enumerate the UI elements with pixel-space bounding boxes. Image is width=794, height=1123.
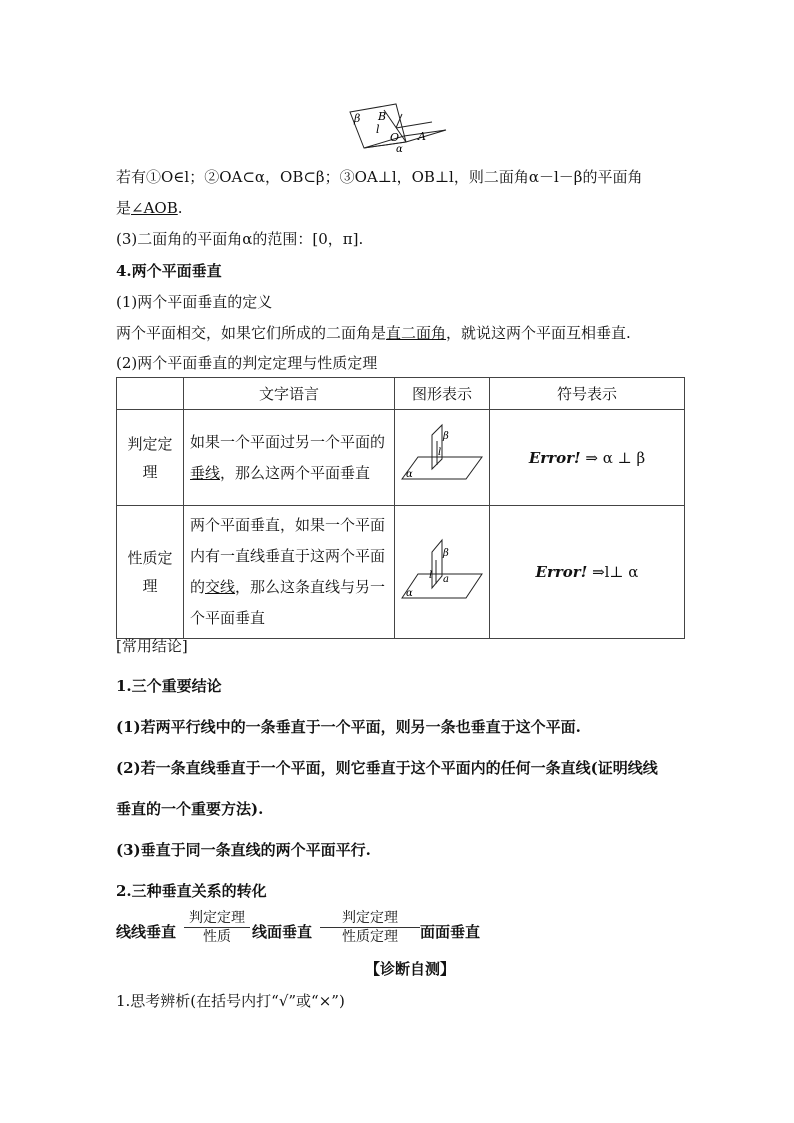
para-1-line-2 [116, 197, 183, 218]
row-text [184, 506, 395, 639]
chain-line-plane: 线面垂直 [252, 923, 313, 941]
text: ，那么这两个平面垂直 [220, 463, 371, 482]
answer-aob: ∠AOB [131, 199, 178, 217]
chain-plane-plane: 面面垂直 [420, 923, 481, 941]
svg-text:a: a [443, 574, 449, 585]
perpendicular-planes-figure-2 [396, 530, 488, 610]
svg-text:l: l [429, 570, 433, 581]
theorem-table [116, 377, 685, 639]
symbol-cell [490, 506, 685, 639]
svg-text:α: α [396, 144, 403, 155]
svg-text:l: l [438, 446, 442, 458]
text: 是 [116, 199, 132, 217]
svg-text:β: β [443, 548, 449, 559]
conclusion-1-2a: (2)若一条直线垂直于一个平面，则它垂直于这个平面内的任何一条直线(证明线线 [116, 759, 658, 777]
item-3: (3)二面角的平面角α的范围：[0，π]. [116, 230, 364, 248]
text: ，那么这条直线与另一个平面垂直 [190, 578, 386, 627]
svg-text:α: α [406, 468, 413, 480]
text: . [177, 199, 183, 217]
symbol-text: ⇒ α ⊥ β [585, 448, 646, 467]
figure-cell [395, 410, 490, 506]
chain-line-line: 线线垂直 [116, 923, 177, 941]
header-figure: 图形表示 [395, 378, 490, 410]
question-1: 1.思考辨析(在括号内打“√”或“×”) [116, 992, 345, 1010]
error-text: Error! [528, 448, 581, 467]
section-4-1: (1)两个平面垂直的定义 [116, 293, 273, 311]
row-label-judge: 判定定理 [117, 410, 184, 506]
common-conclusions: [常用结论] [116, 637, 188, 655]
svg-text:α: α [406, 588, 413, 599]
svg-text:A: A [418, 130, 426, 143]
table-cell [117, 378, 184, 410]
text: 两个平面相交，如果它们所成的二面角是 [116, 324, 387, 342]
table-header-row [117, 378, 685, 410]
arrow-top-label: 判定定理 [342, 910, 398, 926]
answer-right-dihedral: 直二面角 [386, 324, 447, 342]
para-1-line-1: 若有①O∈l；②OA⊂α，OB⊂β；③OA⊥l，OB⊥l，则二面角α－l－β的平面角 [116, 168, 643, 186]
header-text-lang: 文字语言 [184, 378, 395, 410]
header-symbol: 符号表示 [490, 378, 685, 410]
answer-perpendicular-line: 垂线 [190, 463, 221, 482]
table-row [117, 410, 685, 506]
error-text: Error! [535, 563, 588, 581]
symbol-cell [490, 410, 685, 506]
figure-cell [395, 506, 490, 639]
section-4-2: (2)两个平面垂直的判定定理与性质定理 [116, 354, 378, 372]
section-4-title: 4.两个平面垂直 [116, 262, 222, 280]
arrow-bottom-label: 性质定理 [342, 929, 398, 945]
svg-text:B: B [378, 110, 387, 123]
diagnosis-title [0, 958, 794, 979]
conclusion-1-title: 1.三个重要结论 [116, 677, 222, 695]
arrow-line [184, 927, 250, 928]
conclusion-1-1: (1)若两平行线中的一条垂直于一个平面，则另一条也垂直于这个平面. [116, 718, 581, 736]
text: 【诊断自测】 [364, 960, 455, 978]
arrow-line [320, 927, 420, 928]
row-text [184, 410, 395, 506]
dihedral-angle-figure [344, 100, 454, 156]
perpendicular-planes-figure [396, 421, 488, 491]
svg-text:l: l [376, 123, 380, 136]
chain-arrow-2 [320, 910, 420, 945]
conclusion-2-title: 2.三种垂直关系的转化 [116, 882, 267, 900]
svg-text:β: β [354, 112, 361, 125]
definition-text [116, 322, 631, 343]
symbol-text: ⇒l⊥ α [592, 563, 639, 581]
text: 如果一个平面过另一个平面的 [190, 432, 386, 451]
conclusion-1-2b: 垂直的一个重要方法). [116, 800, 264, 818]
chain-arrow-1 [184, 910, 250, 945]
svg-text:β: β [443, 430, 449, 442]
row-label-property: 性质定理 [117, 506, 184, 639]
arrow-bottom-label: 性质 [203, 929, 231, 945]
text: ，就说这两个平面互相垂直. [446, 324, 631, 342]
table-row [117, 506, 685, 639]
conclusion-1-3: (3)垂直于同一条直线的两个平面平行. [116, 841, 371, 859]
arrow-top-label: 判定定理 [189, 910, 245, 926]
svg-text:O: O [390, 131, 400, 144]
answer-intersection-line: 交线 [205, 578, 236, 596]
text: 两个平面垂直，如果一个平面内有一直线垂直于这两个平面的 [190, 516, 386, 596]
